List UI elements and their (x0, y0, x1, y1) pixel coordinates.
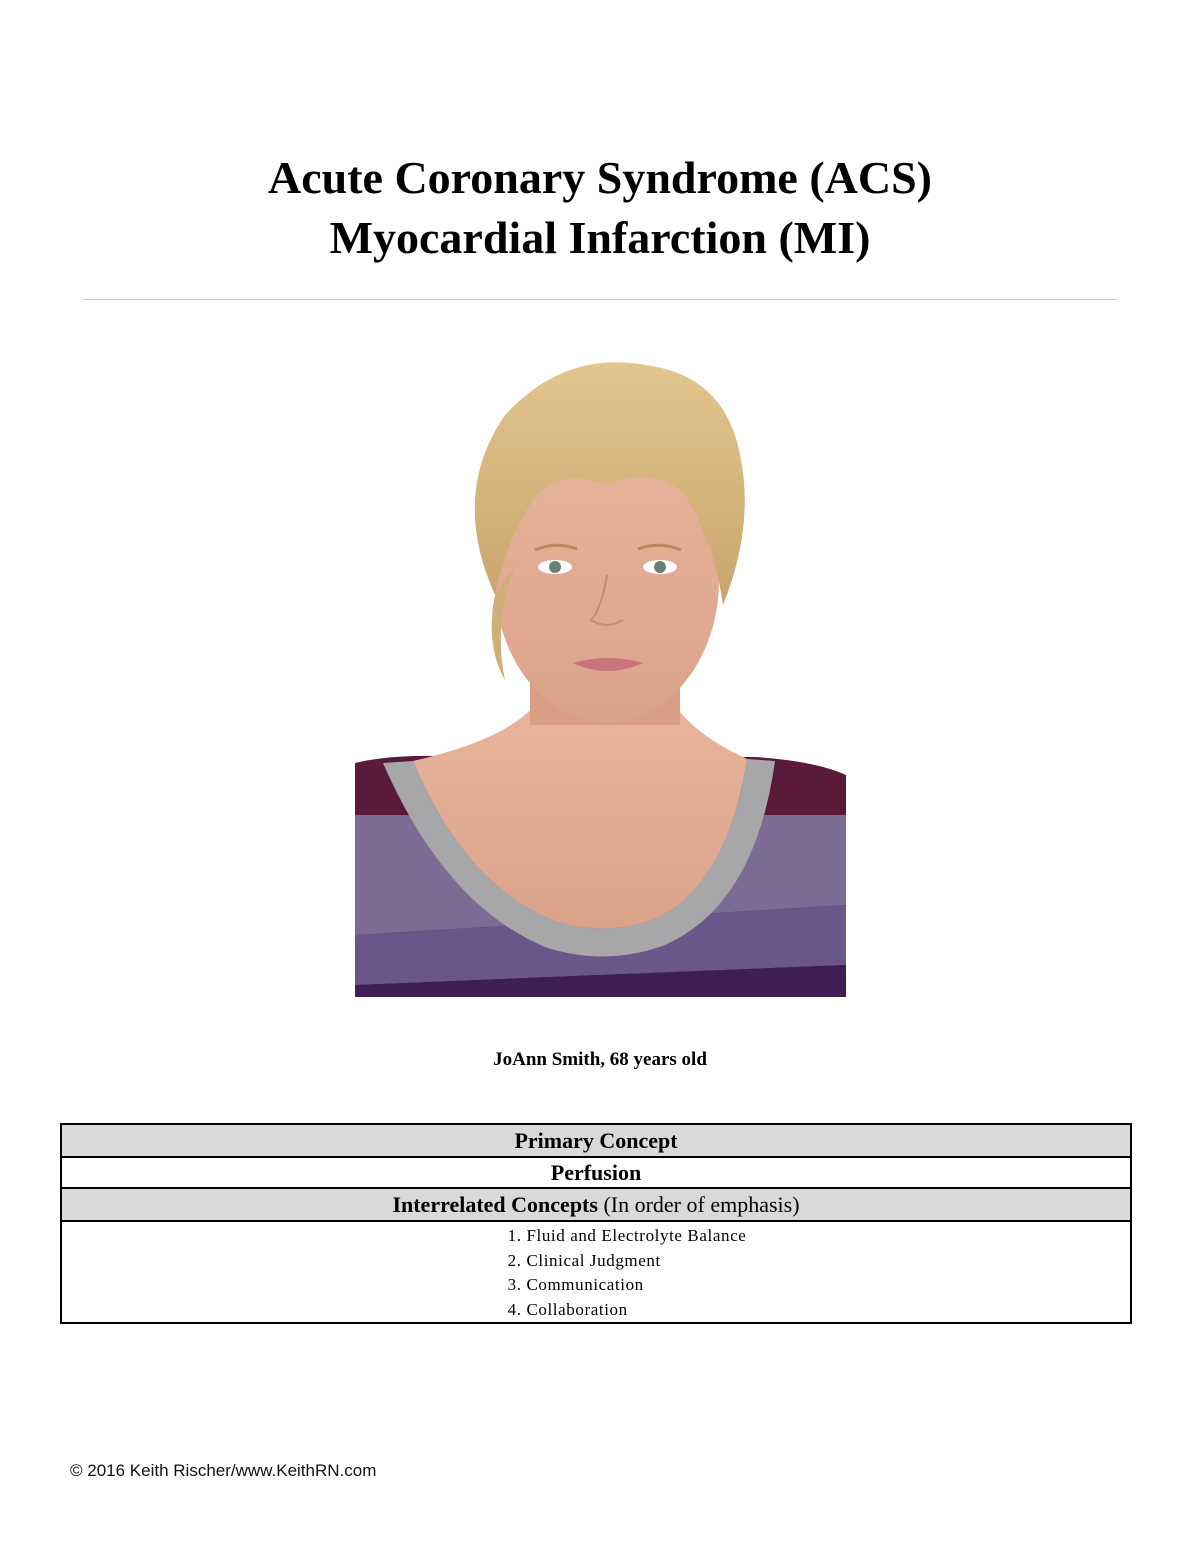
list-item: 2. Clinical Judgment (507, 1250, 661, 1270)
primary-concept-header: Primary Concept (61, 1124, 1131, 1157)
list-item: 4. Collaboration (507, 1299, 628, 1319)
patient-caption: JoAnn Smith, 68 years old (493, 1049, 707, 1070)
list-item: 3. Communication (507, 1275, 644, 1294)
title-line-2: Myocardial Infarction (MI) (329, 212, 871, 263)
primary-concept-value: Perfusion (61, 1157, 1131, 1188)
interrelated-concepts-list-cell (61, 1221, 1131, 1323)
primary-concept-value-row (61, 1157, 1131, 1188)
interrelated-concepts-list-row (61, 1221, 1131, 1323)
page-title (0, 148, 1200, 268)
primary-concept-header-row (61, 1124, 1131, 1157)
title-line-1: Acute Coronary Syndrome (ACS) (268, 152, 932, 203)
title-divider (82, 299, 1118, 300)
list-item: 1. Fluid and Electrolyte Balance (507, 1226, 747, 1245)
concepts-table (60, 1123, 1132, 1324)
interrelated-concepts-note: (In order of emphasis) (603, 1191, 800, 1217)
interrelated-concepts-header (61, 1188, 1131, 1221)
interrelated-concepts-title: Interrelated Concepts (392, 1191, 598, 1217)
patient-photo (355, 345, 846, 997)
copyright-footer: © 2016 Keith Rischer/www.KeithRN.com (70, 1461, 377, 1480)
interrelated-concepts-list (508, 1222, 747, 1322)
interrelated-concepts-header-row (61, 1188, 1131, 1221)
